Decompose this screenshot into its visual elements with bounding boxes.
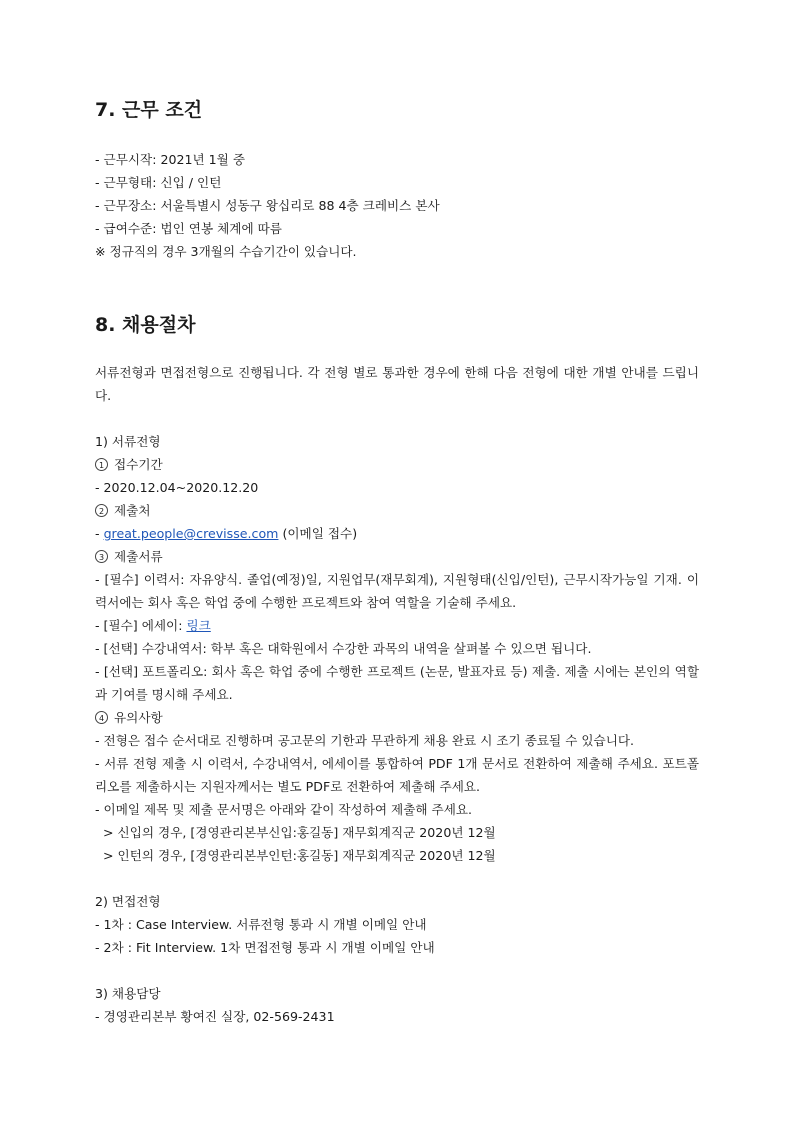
note-pdf: - 서류 전형 제출 시 이력서, 수강내역서, 에세이를 통합하여 PDF 1개 문서로 전환하여 제출해 주세요. 포트폴리오를 제출하시는 지원자께서는 별도 PDF로 전환하여 제출해 주세요. (95, 756, 699, 794)
doc-screening-heading: 1) 서류전형 (95, 434, 161, 449)
required-essay: - [필수] 에세이: 링크 (95, 618, 211, 633)
interview-round1: - 1차 : Case Interview. 서류전형 통과 시 개별 이메일 안내 (95, 917, 427, 932)
interview-heading: 2) 면접전형 (95, 894, 161, 909)
salary: - 급여수준: 법인 연봉 체계에 따름 (95, 221, 282, 236)
work-location: - 근무장소: 서울특별시 성동구 왕십리로 88 4층 크레비스 본사 (95, 198, 440, 213)
required-resume: - [필수] 이력서: 자유양식. 졸업(예정)일, 지원업무(재무회계), 지원형태(신입/인턴), 근무시작가능일 기재. 이력서에는 회사 혹은 학업 중에 수행한 프로젝트와 참여 역할을 기술해 주세요. (95, 572, 699, 610)
note-early-close: - 전형은 접수 순서대로 진행하며 공고문의 기한과 무관하게 채용 완료 시 조기 종료될 수 있습니다. (95, 733, 635, 748)
work-type: - 근무형태: 신입 / 인턴 (95, 175, 222, 190)
work-conditions (95, 148, 699, 263)
circled-number: 3 (95, 550, 108, 563)
circled-number: 4 (95, 711, 108, 724)
essay-link[interactable]: 링크 (186, 618, 211, 633)
note-email-title: - 이메일 제목 및 제출 문서명은 아래와 같이 작성하여 제출해 주세요. (95, 802, 473, 817)
hiring-process (95, 361, 699, 1028)
note-intern-format: > 인턴의 경우, [경영관리본부인턴:홍길동] 재무회계직군 2020년 12월 (103, 848, 496, 863)
work-start: - 근무시작: 2021년 1월 중 (95, 152, 246, 167)
circled-number: 2 (95, 504, 108, 517)
docs-label-line: 3 제출서류 (95, 545, 699, 568)
note-new-grad-format: > 신입의 경우, [경영관리본부신입:홍길동] 재무회계직군 2020년 12월 (103, 825, 496, 840)
section7-title: 7. 근무 조건 (95, 99, 203, 121)
section8-title: 8. 채용절차 (95, 314, 196, 336)
contact-heading: 3) 채용담당 (95, 986, 161, 1001)
process-intro: 서류전형과 면접전형으로 진행됩니다. 각 전형 별로 통과한 경우에 한해 다음 전형에 대한 개별 안내를 드립니다. (95, 365, 699, 403)
period-value: - 2020.12.04~2020.12.20 (95, 480, 259, 495)
contact-line: - 경영관리본부 황여진 실장, 02-569-2431 (95, 1009, 335, 1024)
optional-portfolio: - [선택] 포트폴리오: 회사 혹은 학업 중에 수행한 프로젝트 (논문, 발표자료 등) 제출. 제출 시에는 본인의 역할과 기여를 명시해 주세요. (95, 664, 699, 702)
interview-round2: - 2차 : Fit Interview. 1차 면접전형 통과 시 개별 이메일 안내 (95, 940, 435, 955)
submit-label-line: 2 제출처 (95, 499, 699, 522)
notes-label-line: 4 유의사항 (95, 706, 699, 729)
optional-transcript: - [선택] 수강내역서: 학부 혹은 대학원에서 수강한 과목의 내역을 살펴볼 수 있으면 됩니다. (95, 641, 592, 656)
period-label-line: 1 접수기간 (95, 453, 699, 476)
circled-number: 1 (95, 458, 108, 471)
submit-email-line: - great.people@crevisse.com (이메일 접수) (95, 526, 358, 541)
probation-note: ※ 정규직의 경우 3개월의 수습기간이 있습니다. (95, 244, 357, 259)
email-link[interactable]: great.people@crevisse.com (103, 526, 279, 541)
